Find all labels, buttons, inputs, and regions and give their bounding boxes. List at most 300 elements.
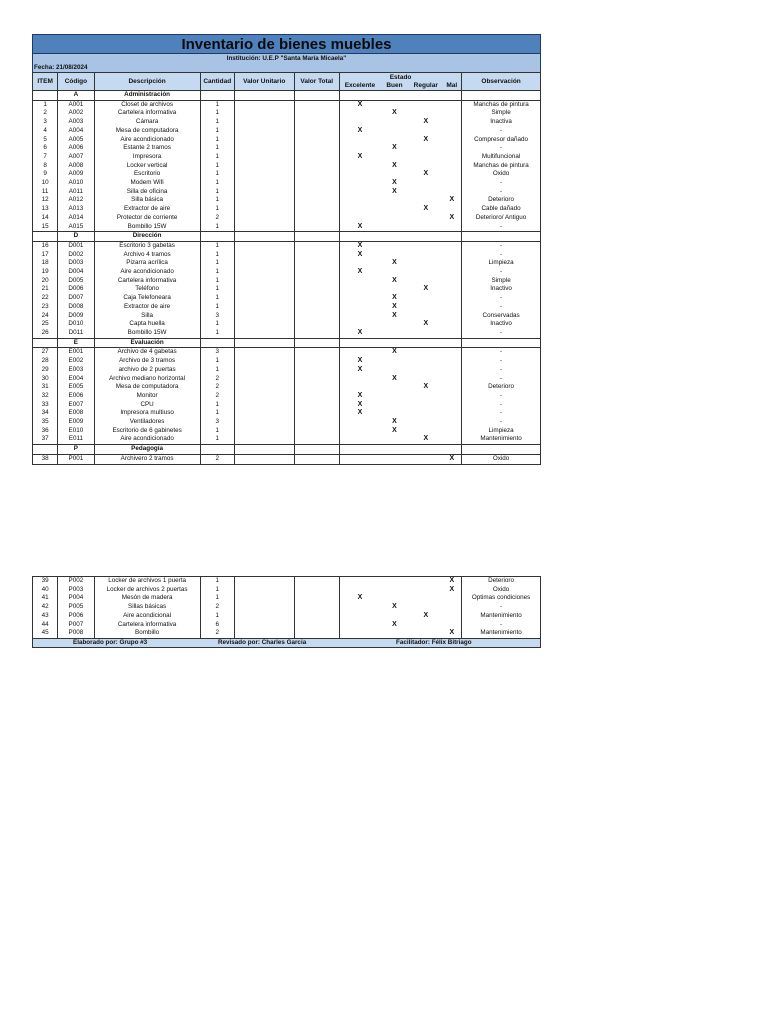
table-row	[33, 629, 541, 638]
page-title: Inventario de bienes muebles	[32, 34, 541, 54]
estado-buen-cell	[380, 435, 409, 444]
observation-cell: Oxido	[462, 170, 541, 179]
description-cell: Estante 2 tramos	[94, 144, 200, 153]
unit-value-cell	[234, 401, 294, 410]
observation-cell: Simple	[462, 277, 541, 286]
description-cell: Bombillo 15W	[94, 329, 200, 338]
description-cell: archivo de 2 puertas	[94, 366, 200, 375]
item-cell: 41	[33, 594, 58, 603]
code-cell: P004	[58, 594, 94, 603]
estado-buen-cell	[380, 196, 409, 205]
section-spacer	[339, 338, 461, 348]
estado-regular-cell	[409, 303, 442, 312]
estado-buen-cell: X	[392, 109, 397, 117]
unit-value-cell	[234, 144, 294, 153]
total-value-cell	[294, 268, 339, 277]
section-spacer	[200, 338, 234, 348]
estado-buen-cell	[380, 205, 409, 214]
code-cell: A014	[58, 214, 94, 223]
estado-buen-cell	[380, 223, 409, 232]
estado-excelente-cell	[339, 577, 379, 586]
estado-regular-cell	[409, 392, 442, 401]
total-value-cell	[294, 612, 339, 621]
estado-regular-cell	[409, 594, 442, 603]
quantity-cell: 1	[200, 188, 234, 197]
total-value-cell	[294, 153, 339, 162]
item-cell: 15	[33, 223, 58, 232]
estado-excelente-cell	[339, 285, 379, 294]
estado-regular-cell	[409, 586, 442, 595]
item-cell: 42	[33, 603, 58, 612]
item-cell: 25	[33, 320, 58, 329]
estado-regular-cell	[409, 153, 442, 162]
table-row	[33, 277, 541, 286]
quantity-cell: 3	[200, 348, 234, 357]
table-row	[33, 162, 541, 171]
estado-regular-cell	[409, 188, 442, 197]
item-cell: 35	[33, 418, 58, 427]
estado-buen-cell	[380, 153, 409, 162]
estado-regular-cell	[409, 277, 442, 286]
estado-buen-cell	[380, 454, 409, 464]
table-row	[33, 612, 541, 621]
section-spacer	[339, 91, 461, 101]
estado-regular-cell	[409, 401, 442, 410]
description-cell: Locker vertical	[94, 162, 200, 171]
description-cell: Impresora multiuso	[94, 409, 200, 418]
unit-value-cell	[234, 223, 294, 232]
description-cell: Bombillo	[94, 629, 200, 638]
observation-cell: Compresor dañado	[462, 136, 541, 145]
estado-mal-cell: X	[442, 196, 461, 205]
estado-buen-cell	[380, 285, 409, 294]
estado-mal-cell	[442, 392, 461, 401]
estado-excelente-cell	[339, 383, 379, 392]
section-name: Dirección	[94, 232, 200, 242]
code-cell: A013	[58, 205, 94, 214]
description-cell: Pizarra acrílica	[94, 259, 200, 268]
total-value-cell	[294, 312, 339, 321]
description-cell: Aire acondicionado	[94, 268, 200, 277]
observation-cell: Oxido	[462, 586, 541, 595]
estado-mal-cell	[442, 375, 461, 384]
item-cell: 38	[33, 454, 58, 464]
total-value-cell	[294, 294, 339, 303]
estado-excelente-cell	[339, 303, 379, 312]
code-cell: P008	[58, 629, 94, 638]
table-row	[33, 329, 541, 338]
quantity-cell: 3	[200, 418, 234, 427]
unit-value-cell	[234, 366, 294, 375]
total-value-cell	[294, 196, 339, 205]
code-cell: D006	[58, 285, 94, 294]
estado-excelente-cell	[339, 214, 379, 223]
observation-cell: Mantenimiento	[462, 435, 541, 444]
header-item: ITEM	[33, 73, 58, 91]
header-valor-unitario: Valor Unitario	[234, 73, 294, 91]
section-spacer	[462, 338, 541, 348]
item-cell: 22	[33, 294, 58, 303]
estado-regular-cell	[409, 577, 442, 586]
total-value-cell	[294, 170, 339, 179]
item-cell: 11	[33, 188, 58, 197]
estado-regular-cell	[409, 259, 442, 268]
estado-excelente-cell	[339, 629, 379, 638]
estado-mal-cell	[442, 312, 461, 321]
quantity-cell: 1	[200, 586, 234, 595]
estado-mal-cell	[442, 205, 461, 214]
estado-mal-cell: X	[442, 214, 461, 223]
code-cell: A010	[58, 179, 94, 188]
observation-cell: Limpieza	[462, 259, 541, 268]
estado-excelente-cell	[339, 118, 379, 127]
estado-buen-cell	[380, 241, 409, 250]
item-cell: 29	[33, 366, 58, 375]
code-cell: P007	[58, 621, 94, 630]
estado-excelente-cell	[339, 162, 379, 171]
estado-regular-cell	[409, 241, 442, 250]
unit-value-cell	[234, 153, 294, 162]
quantity-cell: 2	[200, 629, 234, 638]
estado-excelente-cell: X	[339, 392, 379, 401]
unit-value-cell	[234, 392, 294, 401]
estado-regular-cell	[409, 268, 442, 277]
unit-value-cell	[234, 241, 294, 250]
item-cell: 36	[33, 427, 58, 436]
estado-excelente-cell	[339, 435, 379, 444]
description-cell: Cámara	[94, 118, 200, 127]
estado-regular-cell	[409, 409, 442, 418]
total-value-cell	[294, 188, 339, 197]
unit-value-cell	[234, 375, 294, 384]
observation-cell: Mantenimiento	[462, 629, 541, 638]
estado-mal-cell	[442, 259, 461, 268]
table-row	[33, 136, 541, 145]
estado-regular-cell	[409, 196, 442, 205]
code-cell: P003	[58, 586, 94, 595]
table-row	[33, 259, 541, 268]
estado-regular-cell	[409, 418, 442, 427]
section-spacer	[294, 232, 339, 242]
code-cell: P005	[58, 603, 94, 612]
description-cell: Locker de archivos 2 puertas	[94, 586, 200, 595]
quantity-cell: 1	[200, 320, 234, 329]
estado-mal-cell	[442, 594, 461, 603]
unit-value-cell	[234, 196, 294, 205]
quantity-cell: 1	[200, 268, 234, 277]
estado-buen-cell: X	[392, 311, 397, 319]
estado-regular-cell	[409, 127, 442, 136]
quantity-cell: 1	[200, 162, 234, 171]
estado-buen-cell: X	[392, 161, 397, 169]
estado-mal-cell	[442, 612, 461, 621]
code-cell: D005	[58, 277, 94, 286]
estado-buen-cell: X	[392, 348, 397, 356]
estado-excelente-cell	[339, 277, 379, 286]
estado-buen-cell	[380, 118, 409, 127]
estado-excelente-cell: X	[339, 594, 379, 603]
section-spacer	[200, 232, 234, 242]
estado-buen-cell	[380, 320, 409, 329]
estado-regular-cell	[409, 621, 442, 630]
observation-cell: Manchas de pintura	[462, 162, 541, 171]
estado-mal-cell	[442, 603, 461, 612]
estado-excelente-cell: X	[339, 401, 379, 410]
table-row	[33, 366, 541, 375]
total-value-cell	[294, 594, 339, 603]
quantity-cell: 1	[200, 223, 234, 232]
estado-mal-cell	[442, 127, 461, 136]
unit-value-cell	[234, 427, 294, 436]
item-cell: 4	[33, 127, 58, 136]
observation-cell: Mantenimiento	[462, 612, 541, 621]
item-cell: 18	[33, 259, 58, 268]
estado-mal-cell	[442, 621, 461, 630]
description-cell: Aire acondicionado	[94, 136, 200, 145]
estado-excelente-cell	[339, 312, 379, 321]
description-cell: Ventiladores	[94, 418, 200, 427]
description-cell: Monitor	[94, 392, 200, 401]
estado-mal-cell	[442, 383, 461, 392]
section-spacer	[462, 232, 541, 242]
estado-mal-cell	[442, 401, 461, 410]
observation-cell: -	[462, 303, 541, 312]
item-cell: 39	[33, 577, 58, 586]
estado-mal-cell	[442, 188, 461, 197]
total-value-cell	[294, 251, 339, 260]
quantity-cell: 1	[200, 118, 234, 127]
header-cantidad: Cantidad	[200, 73, 234, 91]
unit-value-cell	[234, 621, 294, 630]
section-spacer	[234, 91, 294, 101]
estado-excelente-cell	[339, 294, 379, 303]
description-cell: Archivo 4 tramos	[94, 251, 200, 260]
unit-value-cell	[234, 409, 294, 418]
item-cell: 28	[33, 357, 58, 366]
table-row	[33, 594, 541, 603]
code-cell: A003	[58, 118, 94, 127]
footer-revisado: Revisado por: Charles Garcia	[218, 638, 307, 646]
total-value-cell	[294, 277, 339, 286]
section-spacer	[339, 232, 461, 242]
estado-buen-cell	[380, 392, 409, 401]
estado-buen-cell: X	[392, 603, 397, 611]
estado-excelente-cell	[339, 586, 379, 595]
unit-value-cell	[234, 214, 294, 223]
description-cell: Escritorio	[94, 170, 200, 179]
unit-value-cell	[234, 418, 294, 427]
estado-buen-cell	[380, 214, 409, 223]
estado-mal-cell	[442, 251, 461, 260]
description-cell: Aire acondicionado	[94, 435, 200, 444]
estado-regular-cell	[409, 357, 442, 366]
estado-mal-cell	[442, 223, 461, 232]
code-cell: A001	[58, 100, 94, 109]
observation-cell: -	[462, 294, 541, 303]
description-cell: Mesa de computadora	[94, 383, 200, 392]
item-cell: 14	[33, 214, 58, 223]
estado-buen-cell	[380, 329, 409, 338]
table-row	[33, 454, 541, 464]
total-value-cell	[294, 418, 339, 427]
observation-cell: -	[462, 392, 541, 401]
description-cell: Silla de oficina	[94, 188, 200, 197]
inventory-table	[32, 72, 541, 465]
estado-buen-cell	[380, 357, 409, 366]
unit-value-cell	[234, 179, 294, 188]
estado-mal-cell	[442, 303, 461, 312]
unit-value-cell	[234, 435, 294, 444]
code-cell: A006	[58, 144, 94, 153]
observation-cell: -	[462, 418, 541, 427]
unit-value-cell	[234, 320, 294, 329]
estado-excelente-cell	[339, 205, 379, 214]
unit-value-cell	[234, 100, 294, 109]
estado-buen-cell: X	[392, 294, 397, 302]
quantity-cell: 3	[200, 312, 234, 321]
code-cell: P002	[58, 577, 94, 586]
estado-excelente-cell	[339, 136, 379, 145]
description-cell: Caja Telefoneara	[94, 294, 200, 303]
table-row	[33, 392, 541, 401]
estado-mal-cell	[442, 109, 461, 118]
section-spacer	[33, 91, 58, 101]
footer-facilitador: Facilitador: Félix Bitriago	[396, 638, 472, 646]
description-cell: Extractor de aire	[94, 205, 200, 214]
estado-regular-cell	[409, 366, 442, 375]
code-cell: D011	[58, 329, 94, 338]
description-cell: Impresora	[94, 153, 200, 162]
quantity-cell: 1	[200, 153, 234, 162]
estado-excelente-cell	[339, 144, 379, 153]
estado-excelente-cell	[339, 179, 379, 188]
estado-regular-cell: X	[423, 170, 429, 178]
code-cell: D007	[58, 294, 94, 303]
unit-value-cell	[234, 188, 294, 197]
estado-regular-cell	[409, 427, 442, 436]
table-row	[33, 170, 541, 179]
description-cell: Archivo de 4 gabetas	[94, 348, 200, 357]
description-cell: Mesón de madera	[94, 594, 200, 603]
description-cell: Cartelera informativa	[94, 277, 200, 286]
header-descripcion: Descripción	[94, 73, 200, 91]
table-row	[33, 118, 541, 127]
total-value-cell	[294, 621, 339, 630]
total-value-cell	[294, 118, 339, 127]
table-row	[33, 205, 541, 214]
item-cell: 7	[33, 153, 58, 162]
code-cell: E010	[58, 427, 94, 436]
code-cell: P006	[58, 612, 94, 621]
observation-cell: Deterioro	[462, 383, 541, 392]
estado-excelente-cell	[339, 621, 379, 630]
quantity-cell: 1	[200, 127, 234, 136]
item-cell: 3	[33, 118, 58, 127]
observation-cell: Oxido	[462, 454, 541, 464]
unit-value-cell	[234, 629, 294, 638]
table-row	[33, 577, 541, 586]
date-label: Fecha: 21/08/2024	[32, 63, 541, 72]
table-row	[33, 409, 541, 418]
table-row	[33, 303, 541, 312]
item-cell: 26	[33, 329, 58, 338]
estado-buen-cell: X	[392, 276, 397, 284]
estado-mal-cell	[442, 170, 461, 179]
estado-mal-cell	[442, 179, 461, 188]
estado-mal-cell: X	[442, 629, 461, 638]
table-row	[33, 586, 541, 595]
item-cell: 8	[33, 162, 58, 171]
estado-regular-cell: X	[423, 135, 429, 143]
inventory-sheet	[32, 34, 541, 465]
quantity-cell: 1	[200, 401, 234, 410]
total-value-cell	[294, 127, 339, 136]
total-value-cell	[294, 409, 339, 418]
item-cell: 45	[33, 629, 58, 638]
estado-mal-cell	[442, 118, 461, 127]
estado-buen-cell: X	[392, 374, 397, 382]
estado-buen-cell: X	[392, 259, 397, 267]
estado-regular-cell	[409, 294, 442, 303]
quantity-cell: 1	[200, 357, 234, 366]
estado-excelente-cell	[339, 320, 379, 329]
observation-cell: -	[462, 401, 541, 410]
estado-mal-cell	[442, 241, 461, 250]
estado-mal-cell	[442, 285, 461, 294]
estado-regular-cell	[409, 375, 442, 384]
quantity-cell: 1	[200, 144, 234, 153]
estado-mal-cell	[442, 348, 461, 357]
estado-excelente-cell	[339, 427, 379, 436]
unit-value-cell	[234, 294, 294, 303]
estado-buen-cell	[380, 612, 409, 621]
observation-cell: -	[462, 357, 541, 366]
estado-buen-cell: X	[392, 620, 397, 628]
item-cell: 23	[33, 303, 58, 312]
estado-regular-cell	[409, 251, 442, 260]
footer-elaborado: Elaborado por: Grupo #3	[73, 638, 148, 646]
section-letter: D	[58, 232, 94, 242]
estado-mal-cell	[442, 144, 461, 153]
estado-regular-cell	[409, 162, 442, 171]
unit-value-cell	[234, 586, 294, 595]
unit-value-cell	[234, 603, 294, 612]
description-cell: Cartelera informativa	[94, 621, 200, 630]
estado-buen-cell: X	[392, 302, 397, 310]
table-row	[33, 603, 541, 612]
code-cell: D001	[58, 241, 94, 250]
item-cell: 27	[33, 348, 58, 357]
item-cell: 34	[33, 409, 58, 418]
estado-mal-cell: X	[442, 577, 461, 586]
code-cell: E005	[58, 383, 94, 392]
description-cell: Sillas básicas	[94, 603, 200, 612]
description-cell: Extractor de aire	[94, 303, 200, 312]
section-spacer	[294, 91, 339, 101]
total-value-cell	[294, 603, 339, 612]
table-row	[33, 401, 541, 410]
estado-excelente-cell	[339, 375, 379, 384]
total-value-cell	[294, 401, 339, 410]
unit-value-cell	[234, 259, 294, 268]
estado-regular-cell	[409, 603, 442, 612]
table-row	[33, 348, 541, 357]
description-cell: Capta huella	[94, 320, 200, 329]
item-cell: 21	[33, 285, 58, 294]
table-row	[33, 214, 541, 223]
estado-regular-cell	[409, 223, 442, 232]
estado-excelente-cell	[339, 170, 379, 179]
